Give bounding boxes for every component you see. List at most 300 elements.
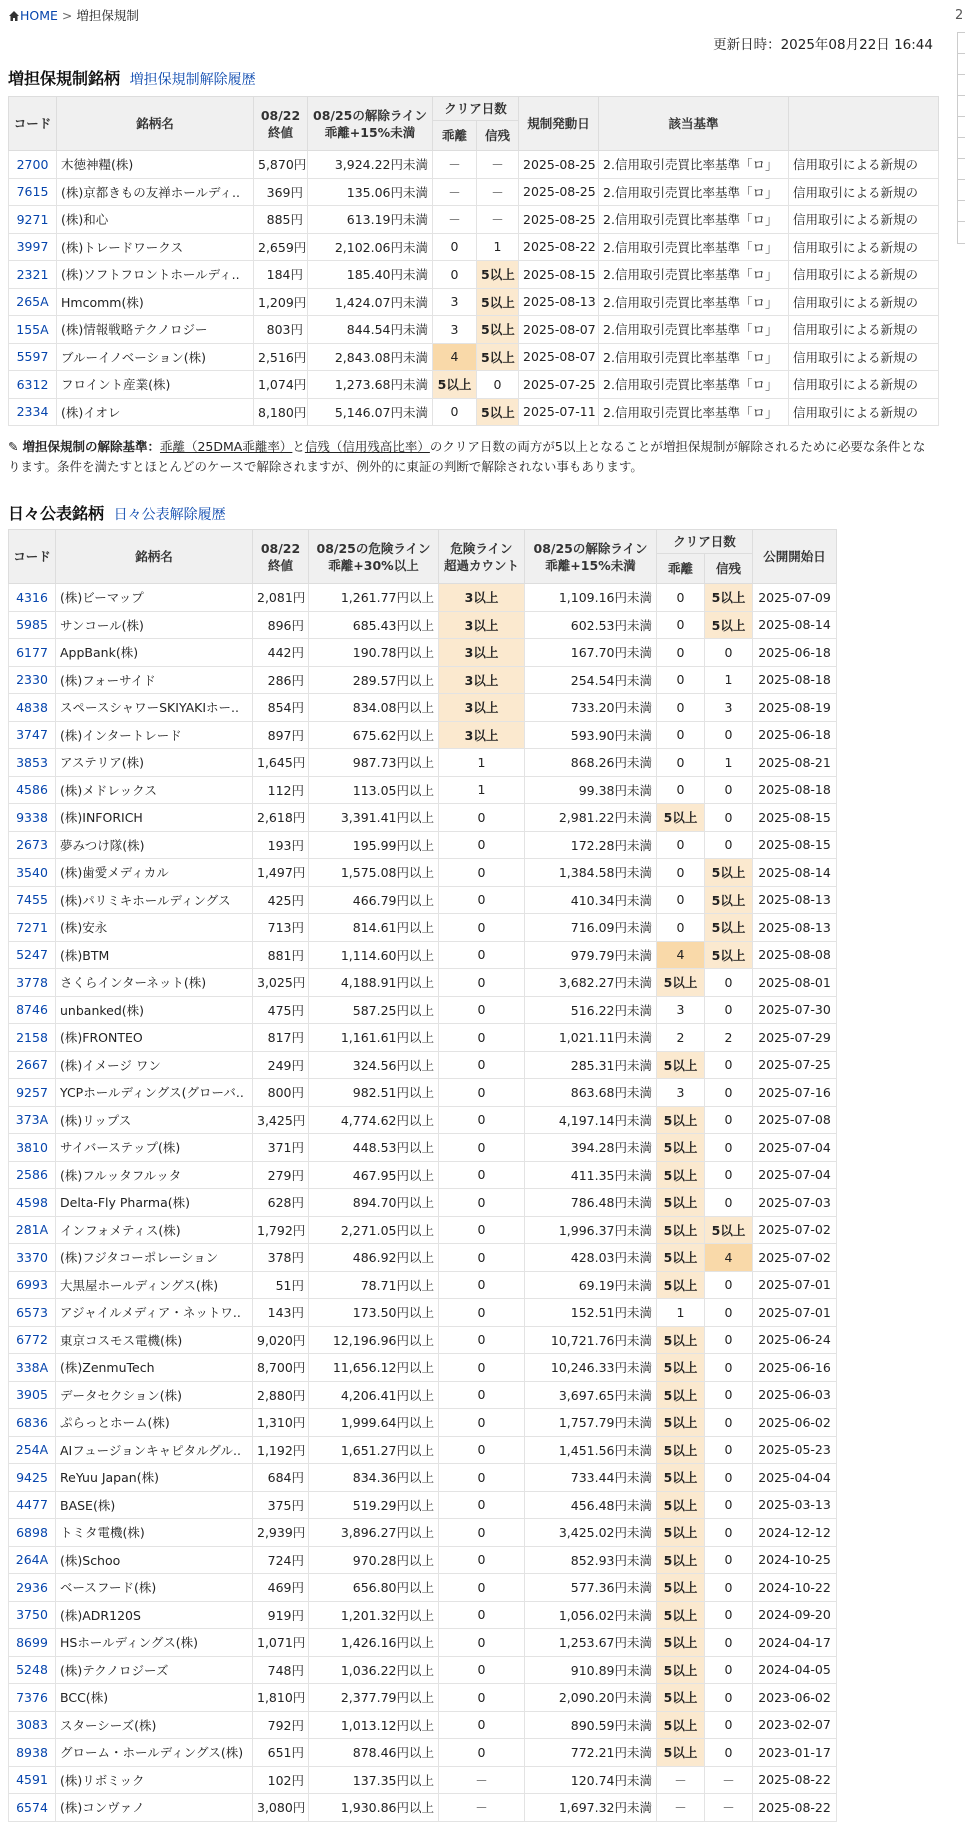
- danger-line: 1,575.08円以上: [309, 859, 439, 887]
- start-date: 2025-08-21: [753, 749, 837, 777]
- breadcrumb: [8, 6, 139, 24]
- stock-code-link[interactable]: 6836: [16, 1414, 48, 1430]
- start-date: 2025-08-22: [753, 1794, 837, 1822]
- clear-kairi: 5以上: [657, 1711, 705, 1739]
- table-row: [9, 859, 837, 887]
- stock-code-link[interactable]: 5247: [16, 947, 48, 963]
- clear-kairi: 1: [657, 1299, 705, 1327]
- stock-code-link[interactable]: 6898: [16, 1524, 48, 1540]
- close-price: 475円: [253, 996, 309, 1024]
- danger-line: 448.53円以上: [309, 1134, 439, 1162]
- stock-name: トミタ電機(株): [56, 1519, 253, 1547]
- stock-code-link[interactable]: 5597: [16, 349, 49, 365]
- code-cell: [9, 639, 56, 667]
- clear-shinzan: 0: [705, 1134, 753, 1162]
- stock-name: (株)テクノロジーズ: [56, 1656, 253, 1684]
- danger-count: 0: [439, 1189, 525, 1217]
- stock-name: (株)Schoo: [56, 1546, 253, 1574]
- table-row: [9, 639, 837, 667]
- stock-code-link[interactable]: 155A: [16, 321, 49, 337]
- close-price: 1,209円: [254, 288, 308, 316]
- clear-shinzan: 0: [705, 1601, 753, 1629]
- table-row: [9, 666, 837, 694]
- stock-code-link[interactable]: 9338: [16, 809, 48, 825]
- criteria-detail: 信用取引による新規の: [789, 316, 939, 344]
- start-date: 2025-06-18: [753, 639, 837, 667]
- note-kairi-link[interactable]: 乖離（25DMA乖離率）: [159, 439, 293, 454]
- release-line: 772.21円未満: [525, 1739, 657, 1767]
- code-cell: [9, 1684, 56, 1712]
- stock-name: サンコール(株): [56, 611, 253, 639]
- criteria-detail: 信用取引による新規の: [789, 261, 939, 289]
- stock-code-link[interactable]: 2158: [16, 1029, 48, 1045]
- close-price: 684円: [253, 1464, 309, 1492]
- danger-count: 0: [439, 1629, 525, 1657]
- stock-code-link[interactable]: 4598: [16, 1194, 48, 1210]
- stock-name: (株)リボミック: [56, 1766, 253, 1794]
- release-line: 2,843.08円未満: [308, 343, 433, 371]
- clear-kairi: －: [657, 1794, 705, 1822]
- stock-code-link[interactable]: 281A: [15, 1222, 49, 1238]
- clear-kairi: 0: [657, 584, 705, 612]
- table-row: [9, 804, 837, 832]
- stock-code-link[interactable]: 265A: [16, 294, 49, 310]
- stock-code-link[interactable]: 2321: [16, 266, 49, 282]
- release-line: 863.68円未満: [525, 1079, 657, 1107]
- clear-kairi: 4: [657, 941, 705, 969]
- close-price: 881円: [253, 941, 309, 969]
- close-price: 792円: [253, 1711, 309, 1739]
- stock-code-link[interactable]: 3810: [16, 1139, 48, 1155]
- danger-count: 0: [439, 1106, 525, 1134]
- start-date: 2025-07-25: [753, 1051, 837, 1079]
- danger-count: 1: [439, 749, 525, 777]
- stock-code-link[interactable]: 4838: [16, 699, 48, 715]
- stock-code-link[interactable]: 9257: [16, 1084, 48, 1100]
- table-row: [9, 1244, 837, 1272]
- danger-count: 0: [439, 1326, 525, 1354]
- table-row: [9, 886, 837, 914]
- stock-code-link[interactable]: 6993: [16, 1277, 48, 1293]
- code-cell: [9, 151, 57, 179]
- clear-shinzan: 3: [705, 694, 753, 722]
- start-date: 2023-01-17: [753, 1739, 837, 1767]
- pencil-icon: ✎: [8, 439, 19, 454]
- release-line: 613.19円未満: [308, 206, 433, 234]
- table-row: [9, 1024, 837, 1052]
- stock-code-link[interactable]: 7376: [16, 1689, 48, 1705]
- section2-history-link[interactable]: 日々公表解除履歴: [113, 507, 226, 523]
- danger-line: 486.92円以上: [309, 1244, 439, 1272]
- criteria-detail: 信用取引による新規の: [789, 343, 939, 371]
- clear-kairi: 0: [657, 639, 705, 667]
- danger-line: 113.05円以上: [309, 776, 439, 804]
- table-row: [9, 1051, 837, 1079]
- start-date: 2025-08-14: [753, 611, 837, 639]
- table-row: [9, 206, 939, 234]
- danger-count: 0: [439, 1574, 525, 1602]
- code-cell: [9, 1491, 56, 1519]
- clear-shinzan: 0: [705, 1684, 753, 1712]
- col-close: 08/22 終値: [254, 97, 308, 151]
- col2-danger-line: 08/25の危険ライン 乖離+30%以上: [309, 530, 439, 584]
- clear-shinzan: 2: [705, 1024, 753, 1052]
- stock-code-link[interactable]: 4591: [16, 1772, 48, 1788]
- table-row: [9, 1546, 837, 1574]
- start-date: 2024-04-17: [753, 1629, 837, 1657]
- stock-code-link[interactable]: 2700: [16, 156, 49, 172]
- close-price: 713円: [253, 914, 309, 942]
- close-price: 469円: [253, 1574, 309, 1602]
- stock-code-link[interactable]: 2673: [16, 837, 48, 853]
- danger-count: 3以上: [439, 694, 525, 722]
- danger-line: 4,188.91円以上: [309, 969, 439, 997]
- start-date: 2025-04-04: [753, 1464, 837, 1492]
- code-cell: [9, 694, 56, 722]
- stock-code-link[interactable]: 3083: [16, 1717, 48, 1733]
- clear-kairi: 5以上: [657, 1739, 705, 1767]
- stock-name: スターシーズ(株): [56, 1711, 253, 1739]
- stock-code-link[interactable]: 4586: [16, 782, 48, 798]
- danger-count: －: [439, 1766, 525, 1794]
- stock-code-link[interactable]: 3997: [16, 239, 49, 255]
- section2-heading: [8, 501, 226, 524]
- breadcrumb-home-link[interactable]: [8, 8, 58, 23]
- col2-name: 銘柄名: [56, 530, 253, 584]
- stock-name: (株)安永: [56, 914, 253, 942]
- note-shinzan-link[interactable]: 信残（信用残高比率）: [304, 439, 430, 454]
- breadcrumb-home-label[interactable]: HOME: [20, 8, 58, 23]
- stock-code-link[interactable]: 5248: [16, 1662, 48, 1678]
- release-line: 516.22円未満: [525, 996, 657, 1024]
- release-line: 411.35円未満: [525, 1161, 657, 1189]
- table-row: [9, 1739, 837, 1767]
- close-price: 2,618円: [253, 804, 309, 832]
- code-cell: [9, 584, 56, 612]
- danger-count: 0: [439, 1079, 525, 1107]
- clear-shinzan: 5以上: [705, 1216, 753, 1244]
- danger-count: 0: [439, 859, 525, 887]
- release-line: 152.51円未満: [525, 1299, 657, 1327]
- danger-count: 3以上: [439, 584, 525, 612]
- release-line: 456.48円未満: [525, 1491, 657, 1519]
- clear-kairi: 3: [433, 316, 477, 344]
- stock-name: ReYuu Japan(株): [56, 1464, 253, 1492]
- table-row: [9, 969, 837, 997]
- clear-shinzan: 0: [705, 1739, 753, 1767]
- stock-name: さくらインターネット(株): [56, 969, 253, 997]
- start-date: 2025-06-18: [753, 721, 837, 749]
- danger-count: 0: [439, 1409, 525, 1437]
- col-start: 規制発動日: [519, 97, 599, 151]
- danger-count: 0: [439, 1354, 525, 1382]
- stock-code-link[interactable]: 6177: [16, 644, 48, 660]
- chevron-right-icon: >: [61, 8, 73, 23]
- start-date: 2025-08-13: [753, 886, 837, 914]
- stock-code-link[interactable]: 9271: [16, 211, 49, 227]
- start-date: 2025-03-13: [753, 1491, 837, 1519]
- stock-code-link[interactable]: 7455: [16, 892, 48, 908]
- stock-code-link[interactable]: 3747: [16, 727, 48, 743]
- close-price: 1,497円: [253, 859, 309, 887]
- code-cell: [9, 1546, 56, 1574]
- clear-shinzan: 5以上: [705, 859, 753, 887]
- col2-danger-count: 危険ライン 超過カウント: [439, 530, 525, 584]
- stock-code-link[interactable]: 2586: [16, 1167, 48, 1183]
- stock-code-link[interactable]: 3778: [16, 974, 48, 990]
- clear-kairi: 5以上: [657, 1381, 705, 1409]
- stock-code-link[interactable]: 8699: [16, 1634, 48, 1650]
- stock-name: (株)ビーマップ: [56, 584, 253, 612]
- release-line: 3,697.65円未満: [525, 1381, 657, 1409]
- stock-code-link[interactable]: 3905: [16, 1387, 48, 1403]
- clear-shinzan: 0: [705, 1051, 753, 1079]
- breadcrumb-current: 増担保規制: [76, 8, 139, 23]
- clear-shinzan: 0: [477, 371, 519, 399]
- danger-count: 0: [439, 969, 525, 997]
- close-price: 9,020円: [253, 1326, 309, 1354]
- clear-kairi: 3: [433, 288, 477, 316]
- release-line: 135.06円未満: [308, 178, 433, 206]
- release-line: 1,109.16円未満: [525, 584, 657, 612]
- clear-kairi: －: [433, 206, 477, 234]
- danger-line: 78.71円以上: [309, 1271, 439, 1299]
- stock-code-link[interactable]: 6574: [16, 1799, 48, 1815]
- stock-code-link[interactable]: 373A: [15, 1112, 49, 1128]
- clear-shinzan: 0: [705, 1436, 753, 1464]
- code-cell: [9, 1656, 56, 1684]
- close-price: 249円: [253, 1051, 309, 1079]
- clear-kairi: 0: [657, 666, 705, 694]
- clear-kairi: 5以上: [657, 1161, 705, 1189]
- start-date: 2025-08-25: [519, 206, 599, 234]
- clear-shinzan: 5以上: [477, 316, 519, 344]
- code-cell: [9, 1574, 56, 1602]
- stock-code-link[interactable]: 8746: [16, 1002, 48, 1018]
- stock-name: (株)ADR120S: [56, 1601, 253, 1629]
- section1-history-link[interactable]: 増担保規制解除履歴: [129, 72, 256, 88]
- clear-kairi: 5以上: [657, 804, 705, 832]
- stock-code-link[interactable]: 2667: [16, 1057, 48, 1073]
- close-price: 896円: [253, 611, 309, 639]
- stock-name: (株)FRONTEO: [56, 1024, 253, 1052]
- code-cell: [9, 371, 57, 399]
- release-line: 120.74円未満: [525, 1766, 657, 1794]
- table-row: [9, 1326, 837, 1354]
- start-date: 2025-08-13: [753, 914, 837, 942]
- clear-kairi: 5以上: [657, 1574, 705, 1602]
- close-price: 1,792円: [253, 1216, 309, 1244]
- danger-line: 289.57円以上: [309, 666, 439, 694]
- table-row: [9, 1656, 837, 1684]
- code-cell: [9, 1794, 56, 1822]
- stock-code-link[interactable]: 6312: [16, 376, 49, 392]
- clear-kairi: 5以上: [657, 1271, 705, 1299]
- clear-shinzan: 0: [705, 1354, 753, 1382]
- stock-name: (株)トレードワークス: [57, 233, 254, 261]
- start-date: 2025-05-23: [753, 1436, 837, 1464]
- table-row: [9, 1409, 837, 1437]
- col-clear-days: クリア日数: [433, 97, 519, 121]
- stock-code-link[interactable]: 2936: [16, 1579, 48, 1595]
- start-date: 2025-06-03: [753, 1381, 837, 1409]
- start-date: 2025-07-08: [753, 1106, 837, 1134]
- stock-code-link[interactable]: 6772: [16, 1332, 48, 1348]
- close-price: 628円: [253, 1189, 309, 1217]
- clear-kairi: －: [657, 1766, 705, 1794]
- clear-kairi: 2: [657, 1024, 705, 1052]
- release-line: 979.79円未満: [525, 941, 657, 969]
- release-line: 716.09円未満: [525, 914, 657, 942]
- table-row: [9, 1216, 837, 1244]
- clear-kairi: 5以上: [657, 1326, 705, 1354]
- danger-line: 467.95円以上: [309, 1161, 439, 1189]
- release-line: 786.48円未満: [525, 1189, 657, 1217]
- start-date: 2025-08-22: [753, 1766, 837, 1794]
- clear-kairi: 0: [657, 831, 705, 859]
- clear-shinzan: 5以上: [477, 343, 519, 371]
- table-row: [9, 831, 837, 859]
- close-price: 1,310円: [253, 1409, 309, 1437]
- criteria-detail: 信用取引による新規の: [789, 233, 939, 261]
- start-date: 2023-02-07: [753, 1711, 837, 1739]
- stock-code-link[interactable]: 6573: [16, 1304, 48, 1320]
- stock-code-link[interactable]: 3853: [16, 754, 48, 770]
- stock-code-link[interactable]: 5985: [16, 617, 48, 633]
- stock-code-link[interactable]: 254A: [15, 1442, 49, 1458]
- code-cell: [9, 1161, 56, 1189]
- stock-code-link[interactable]: 338A: [15, 1359, 49, 1375]
- stock-name: (株)メドレックス: [56, 776, 253, 804]
- release-line: 3,924.22円未満: [308, 151, 433, 179]
- code-cell: [9, 1629, 56, 1657]
- danger-line: 4,206.41円以上: [309, 1381, 439, 1409]
- clear-shinzan: 1: [705, 749, 753, 777]
- clear-kairi: 5以上: [657, 969, 705, 997]
- close-price: 102円: [253, 1766, 309, 1794]
- danger-count: 3以上: [439, 721, 525, 749]
- code-cell: [9, 1601, 56, 1629]
- code-cell: [9, 1409, 56, 1437]
- stock-name: (株)京都きもの友禅ホールディ..: [57, 178, 254, 206]
- start-date: 2025-07-29: [753, 1024, 837, 1052]
- clear-shinzan: 5以上: [477, 288, 519, 316]
- clear-shinzan: 0: [705, 1381, 753, 1409]
- criteria-detail: 信用取引による新規の: [789, 288, 939, 316]
- clear-shinzan: 0: [705, 831, 753, 859]
- danger-count: 0: [439, 1244, 525, 1272]
- table-row: [9, 1601, 837, 1629]
- danger-line: 11,656.12円以上: [309, 1354, 439, 1382]
- stock-name: AppBank(株): [56, 639, 253, 667]
- code-cell: [9, 316, 57, 344]
- release-line: 1,424.07円未満: [308, 288, 433, 316]
- clear-kairi: 0: [433, 398, 477, 426]
- danger-line: 4,774.62円以上: [309, 1106, 439, 1134]
- start-date: 2025-08-01: [753, 969, 837, 997]
- stock-name: (株)イメージ ワン: [56, 1051, 253, 1079]
- clear-shinzan: 0: [705, 1491, 753, 1519]
- stock-code-link[interactable]: 8938: [16, 1744, 48, 1760]
- danger-count: 0: [439, 1271, 525, 1299]
- section1-table: [8, 96, 939, 426]
- danger-count: 0: [439, 1464, 525, 1492]
- code-cell: [9, 804, 56, 832]
- code-cell: [9, 721, 56, 749]
- stock-code-link[interactable]: 4477: [16, 1497, 48, 1513]
- close-price: 3,025円: [253, 969, 309, 997]
- stock-code-link[interactable]: 3750: [16, 1607, 48, 1623]
- stock-code-link[interactable]: 2330: [16, 672, 48, 688]
- danger-line: 1,261.77円以上: [309, 584, 439, 612]
- start-date: 2025-07-16: [753, 1079, 837, 1107]
- danger-line: 195.99円以上: [309, 831, 439, 859]
- col2-start: 公開開始日: [753, 530, 837, 584]
- col-code: コード: [9, 97, 57, 151]
- criteria: 2.信用取引売買比率基準「ロ」: [599, 178, 789, 206]
- release-line: 3,682.27円未満: [525, 969, 657, 997]
- stock-code-link[interactable]: 7615: [16, 184, 49, 200]
- stock-name: (株)フジタコーポレーション: [56, 1244, 253, 1272]
- clear-shinzan: 0: [705, 1546, 753, 1574]
- code-cell: [9, 288, 57, 316]
- danger-count: 0: [439, 1381, 525, 1409]
- stock-name: ぷらっとホーム(株): [56, 1409, 253, 1437]
- clear-shinzan: 0: [705, 1711, 753, 1739]
- stock-name: unbanked(株): [56, 996, 253, 1024]
- stock-code-link[interactable]: 3540: [16, 864, 48, 880]
- stock-name: (株)和心: [57, 206, 254, 234]
- clear-shinzan: －: [705, 1766, 753, 1794]
- stock-name: インフォメティス(株): [56, 1216, 253, 1244]
- stock-code-link[interactable]: 3370: [16, 1249, 48, 1265]
- table-row: [9, 1464, 837, 1492]
- danger-line: 587.25円以上: [309, 996, 439, 1024]
- close-price: 279円: [253, 1161, 309, 1189]
- table-row: [9, 178, 939, 206]
- clear-kairi: 4: [433, 343, 477, 371]
- stock-code-link[interactable]: 9425: [16, 1469, 48, 1485]
- release-line: 167.70円未満: [525, 639, 657, 667]
- danger-line: 190.78円以上: [309, 639, 439, 667]
- code-cell: [9, 1381, 56, 1409]
- table-row: [9, 1794, 837, 1822]
- code-cell: [9, 886, 56, 914]
- release-line: 99.38円未満: [525, 776, 657, 804]
- clear-shinzan: 0: [705, 1574, 753, 1602]
- table-row: [9, 371, 939, 399]
- clear-shinzan: －: [477, 206, 519, 234]
- stock-code-link[interactable]: 4316: [16, 589, 48, 605]
- close-price: 5,870円: [254, 151, 308, 179]
- stock-name: アステリア(株): [56, 749, 253, 777]
- release-line: 1,996.37円未満: [525, 1216, 657, 1244]
- start-date: 2025-08-14: [753, 859, 837, 887]
- stock-name: ブルーイノベーション(株): [57, 343, 254, 371]
- table-row: [9, 776, 837, 804]
- code-cell: [9, 1299, 56, 1327]
- stock-name: (株)ソフトフロントホールディ..: [57, 261, 254, 289]
- release-line: 2,981.22円未満: [525, 804, 657, 832]
- danger-count: 0: [439, 1711, 525, 1739]
- danger-count: 0: [439, 1546, 525, 1574]
- stock-code-link[interactable]: 2334: [16, 404, 49, 420]
- clear-kairi: 0: [657, 694, 705, 722]
- close-price: 442円: [253, 639, 309, 667]
- stock-code-link[interactable]: 7271: [16, 919, 48, 935]
- stock-code-link[interactable]: 264A: [15, 1552, 49, 1568]
- code-cell: [9, 1354, 56, 1382]
